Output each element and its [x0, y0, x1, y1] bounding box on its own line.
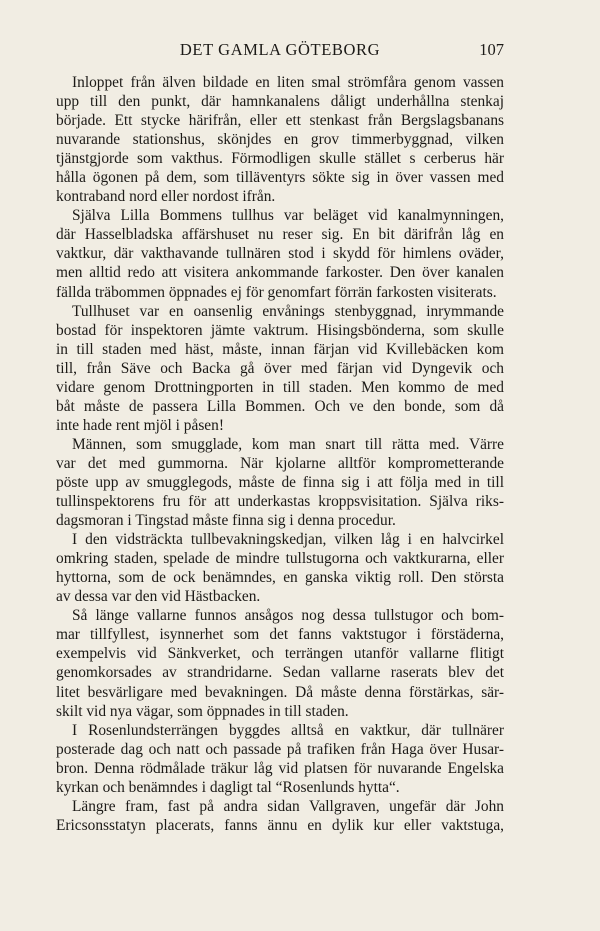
text-line: pöste upp av smugglegods, måste de finna sig i att följa med in till [56, 473, 504, 491]
text-line: där Hasselbladska affärshuset nu reser sig. En bit därifrån låg en [56, 226, 504, 244]
text-line: tjänstgjorde som vakthus. Förmodligen skulle stället s cerberus här [56, 150, 504, 168]
text-line: till, från Säve och Backa gå över med färjan vid Dyngevik och [56, 359, 504, 377]
text-line: Så länge vallarne funnos ansågos nog dessa tullstugor och bom- [72, 607, 504, 625]
running-title: DET GAMLA GÖTEBORG [179, 40, 381, 59]
paragraph [56, 73, 504, 206]
paragraph [56, 797, 504, 835]
text-line: inte hade rent mjöl i påsen! [56, 416, 224, 434]
text-line: dagsmoran i Tingstad måste finna sig i denna procedur. [56, 512, 396, 530]
text-line: litet besvärligare med bevakningen. Då måste denna förstärkas, sär- [56, 683, 504, 701]
text-line: hyttorna, som de ock benämndes, en ganska viktig roll. Den största [56, 569, 504, 587]
text-line: posterade dag och natt och passade på trafiken från Haga över Husar- [56, 740, 504, 758]
text-line: men alltid redo att visitera ankommande farkoster. Den över kanalen [56, 264, 504, 282]
text-line: fällda träbommen öppnades ej för genomfart förrän farkosten visiterats. [56, 283, 497, 301]
text-line: vaktkur, där vakthavande tullnären stod i skydd för himlens oväder, [56, 245, 504, 263]
text-line: I Rosenlundsterrängen byggdes alltså en vaktkur, där tullnärer [72, 721, 504, 739]
body-text [56, 73, 504, 835]
text-line: hålla ögonen på dem, som tilläventyrs sökte sig in över vassen med [56, 169, 504, 187]
text-line: omkring staden, spelade de mindre tullstugorna och vaktkurarna, eller [56, 550, 504, 568]
text-line: kontraband nord eller nordost ifrån. [56, 188, 276, 206]
paragraph [56, 302, 504, 435]
text-line: bostad för inspektoren jämte vaktrum. Hisingsbönderna, som skulle [56, 321, 504, 339]
text-line: skilt vid nya vägar, som öppnades in till staden. [56, 702, 349, 720]
text-line: Ericsonsstatyn placerats, fanns ännu en dylik kur eller vaktstuga, [56, 816, 504, 834]
text-line: kyrkan och benämndes i dagligt tal “Rosenlunds hytta“. [56, 778, 400, 796]
paragraph [56, 606, 504, 720]
text-line: Själva Lilla Bommens tullhus var beläget vid kanalmynningen, [72, 207, 504, 225]
text-line: mar tillfyllest, isynnerhet som det fanns vaktstugor i förstäderna, [56, 626, 504, 644]
text-line: genomkorsades av strandridarne. Sedan vallarne raserats blev det [56, 664, 504, 682]
text-line: av dessa var den vid Hästbacken. [56, 588, 261, 606]
text-line: började. Ett stycke härifrån, eller ett stenkast från Bergslagsbanans [56, 112, 504, 130]
text-line: båt måste de passera Lilla Bommen. Och ve den bonde, som då [56, 397, 504, 415]
text-line: nuvarande stationshus, skönjdes en grov timmerbyggnad, vilken [56, 131, 504, 149]
running-head [56, 40, 504, 64]
page-number: 107 [479, 40, 504, 59]
text-line: bron. Denna rödmålade träkur låg vid platsen för nuvarande Engelska [56, 759, 504, 777]
text-line: tullinspektorens fru för att underkastas kroppsvisitation. Själva riks- [56, 493, 504, 511]
text-line: var det med gummorna. När kjolarne alltför komprometterande [56, 454, 504, 472]
text-line: Tullhuset var en oansenlig envånings stenbyggnad, inrymmande [72, 302, 504, 320]
text-line: Längre fram, fast på andra sidan Vallgraven, ungefär där John [72, 797, 504, 815]
paragraph [56, 530, 504, 606]
text-line: I den vidsträckta tullbevakningskedjan, vilken låg i en halvcirkel [72, 531, 504, 549]
paragraph [56, 721, 504, 797]
text-line: in till staden med häst, måste, innan färjan vid Kvillebäcken kom [56, 340, 504, 358]
paragraph [56, 206, 504, 301]
text-line: exempelvis vid Sänkverket, och terrängen utanför vallarne flitigt [56, 645, 504, 663]
text-line: vidare genom Drottningporten in till staden. Men kommo de med [56, 378, 504, 396]
text-line: Männen, som smugglade, kom man snart till rätta med. Värre [72, 435, 504, 453]
text-line: Inloppet från älven bildade en liten smal strömfåra genom vassen [72, 74, 504, 91]
paragraph [56, 435, 504, 530]
text-line: upp till den punkt, där hamnkanalens dåligt underhållna stenkaj [56, 93, 504, 111]
